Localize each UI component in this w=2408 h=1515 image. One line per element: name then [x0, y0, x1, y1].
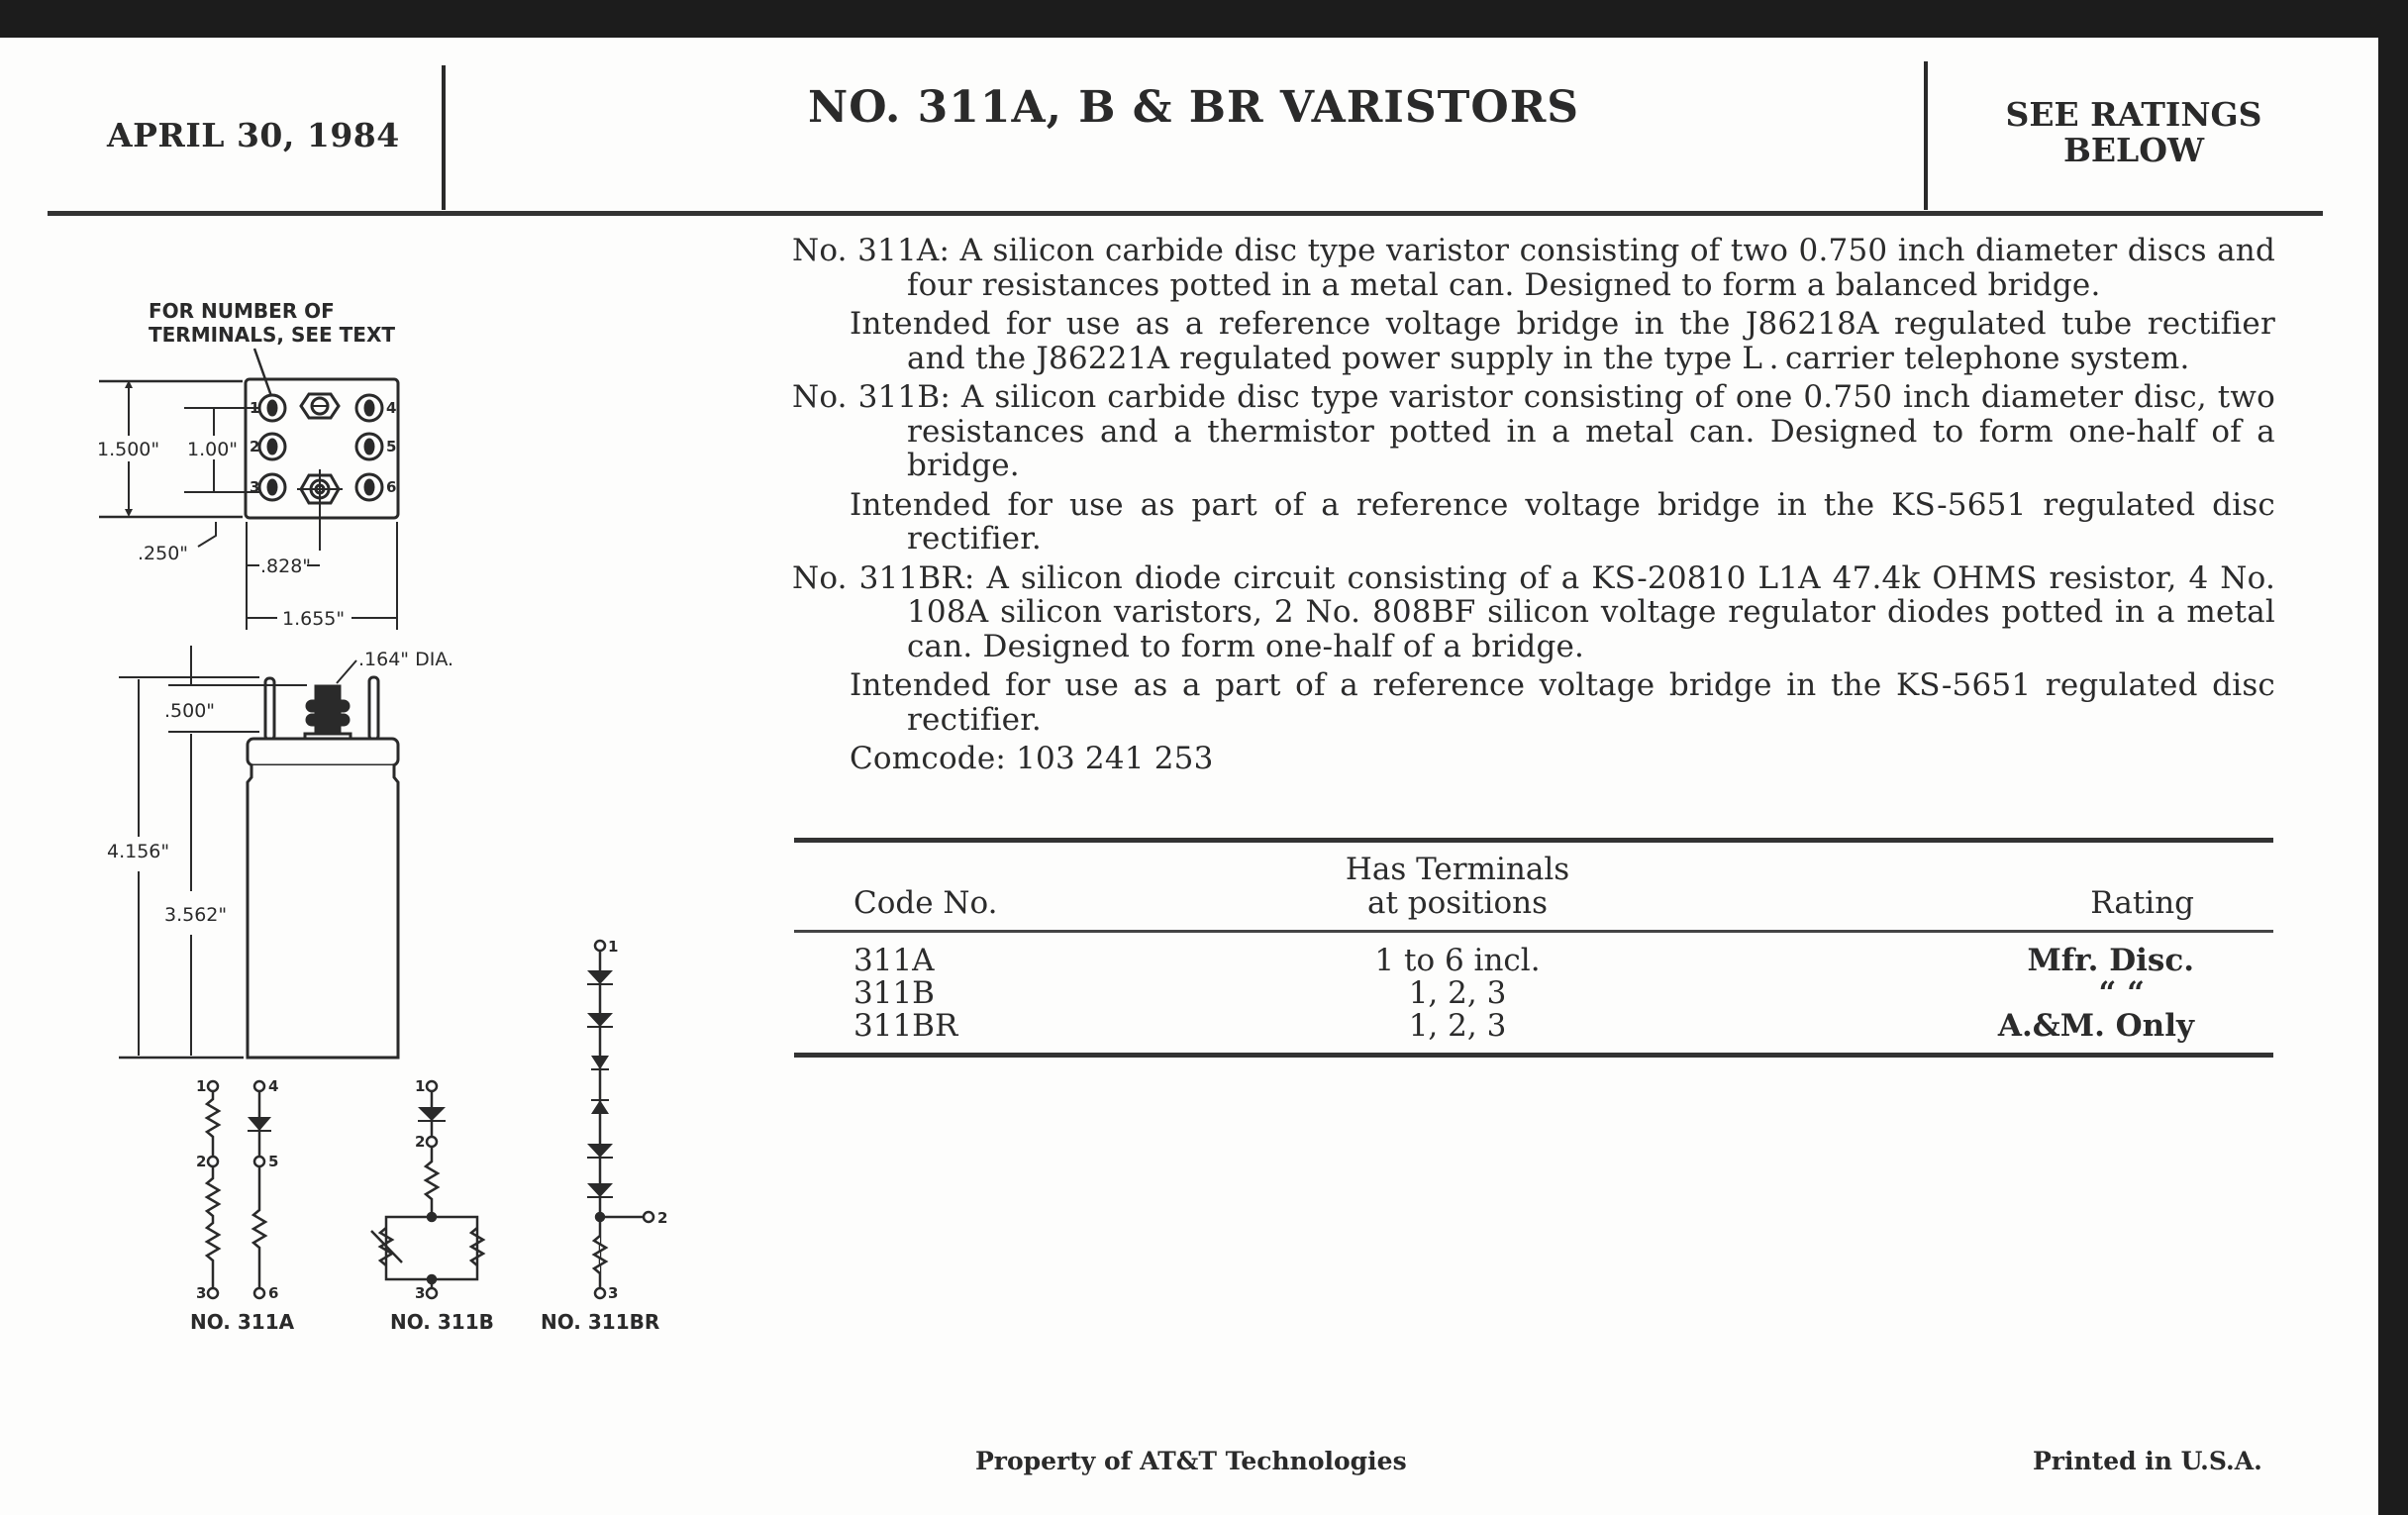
s311a-t3: 3 — [196, 1284, 207, 1302]
schematic-311a — [190, 1077, 295, 1334]
s311b-t1: 1 — [415, 1077, 426, 1095]
pin-left — [265, 678, 274, 740]
printed-notice: Printed in U.S.A. — [2033, 1447, 2262, 1475]
s311a-t5: 5 — [268, 1153, 279, 1170]
terminal-1 — [259, 395, 285, 421]
terminal-6 — [356, 474, 382, 500]
col-code: Code No. — [853, 885, 998, 921]
dim-terminal-spacing: 1.00" — [187, 439, 239, 460]
can-body — [248, 765, 398, 1058]
mounting-stud-top — [301, 394, 339, 418]
terminal-5 — [356, 434, 382, 459]
desc-311a: No. 311A: A silicon carbide disc type varistor consisting of two 0.750 inch diameter discs and four resistances potted in a metal can. Designed to form a balanced bridge. — [792, 233, 2275, 303]
cell-terminals: 1, 2, 3 — [1408, 975, 1507, 1011]
col-terminals-line1: Has Terminals — [1345, 852, 1570, 887]
table-header-row — [794, 841, 2273, 932]
s311br-t2: 2 — [657, 1209, 668, 1227]
dim-terminal-height: .500" — [164, 700, 216, 722]
col-rating: Rating — [2090, 885, 2194, 921]
dim-center-offset: .828" — [260, 556, 312, 577]
issue-date: APRIL 30, 1984 — [107, 116, 400, 154]
cell-terminals: 1 to 6 incl. — [1374, 943, 1541, 978]
side-view — [107, 646, 453, 1058]
s311br-t1: 1 — [608, 938, 619, 956]
mounting-stud-bottom — [297, 469, 343, 551]
terminal-label-3: 3 — [250, 478, 260, 496]
dim-stud-diameter: .164" DIA. — [358, 649, 454, 670]
col-terminals — [1210, 841, 1705, 932]
comcode: Comcode: 103 241 253 — [850, 741, 1214, 776]
schematic-label-311b: NO. 311B — [390, 1310, 494, 1334]
schematic-311b — [371, 1077, 494, 1334]
dim-overall-height-side: 4.156" — [107, 841, 170, 862]
use-311a: Intended for use as a reference voltage bridge in the J86218A regulated tube rectifier and the J86221A regulated power supply in the type L . carrier telephone system. — [850, 306, 2275, 376]
s311a-t2: 2 — [196, 1153, 207, 1170]
terminal-3 — [259, 474, 285, 500]
table-row — [794, 1010, 2273, 1056]
terminal-note-leader — [254, 349, 271, 396]
cell-rating: Mfr. Disc. — [2027, 943, 2194, 978]
pin-right — [369, 677, 378, 740]
terminal-label-6: 6 — [386, 478, 397, 496]
s311a-t4: 4 — [268, 1077, 279, 1095]
terminal-label-4: 4 — [386, 399, 397, 417]
table-row — [794, 932, 2273, 978]
table-row — [794, 977, 2273, 1010]
s311a-t1: 1 — [196, 1077, 207, 1095]
cell-code: 311A — [853, 943, 935, 978]
page-title: NO. 311A, B & BR VARISTORS — [808, 82, 1580, 133]
terminal-note-line2: TERMINALS, SEE TEXT — [149, 323, 396, 347]
use-311br: Intended for use as a part of a reference voltage bridge in the KS-5651 regulated disc rectifier. — [850, 667, 2275, 738]
schematic-311br — [541, 938, 667, 1334]
terminal-note-line1: FOR NUMBER OF — [149, 299, 335, 323]
cell-rating: “ “ — [2098, 975, 2145, 1011]
terminal-2 — [259, 434, 285, 459]
s311b-t3: 3 — [415, 1284, 426, 1302]
s311b-t2: 2 — [415, 1133, 426, 1151]
cell-code: 311BR — [853, 1008, 958, 1044]
dim-overall-height: 1.500" — [97, 439, 160, 460]
use-311b: Intended for use as part of a reference voltage bridge in the KS-5651 regulated disc rectifier. — [850, 486, 2275, 556]
can-cap — [248, 739, 398, 765]
schematic-label-311a: NO. 311A — [190, 1310, 295, 1334]
cell-rating: A.&M. Only — [1997, 1008, 2194, 1044]
s311a-t6: 6 — [268, 1284, 279, 1302]
terminal-label-2: 2 — [250, 438, 260, 455]
description-section — [792, 234, 2275, 776]
property-notice: Property of AT&T Technologies — [975, 1447, 1407, 1475]
terminal-4 — [356, 395, 382, 421]
rating-note-line2: BELOW — [2062, 131, 2205, 169]
terminal-label-5: 5 — [386, 438, 397, 455]
dim-overall-width: 1.655" — [282, 608, 346, 630]
cell-code: 311B — [853, 975, 935, 1011]
ratings-table — [794, 838, 2273, 1058]
desc-311br: No. 311BR: A silicon diode circuit consisting of a KS-20810 L1A 47.4k OHMS resistor, 4 No. 108A silicon varistors, 2 No. 808BF silicon voltage regulator diodes potted in a metal can. Designed to form one-half of a bridge. — [792, 559, 2275, 664]
top-view — [97, 299, 398, 630]
dim-can-height: 3.562" — [164, 904, 228, 926]
mounting-stud-side — [305, 686, 351, 742]
desc-311b: No. 311B: A silicon carbide disc type varistor consisting of one 0.750 inch diameter disc, two resistances and a thermistor potted in a metal can. Designed to form one-half of a bridge. — [792, 379, 2275, 483]
col-terminals-line2: at positions — [1366, 885, 1549, 921]
terminal-label-1: 1 — [250, 399, 260, 417]
rating-note-line1: SEE RATINGS — [2005, 95, 2262, 134]
schematic-label-311br: NO. 311BR — [541, 1310, 660, 1334]
dim-edge-offset: .250" — [138, 543, 189, 564]
s311br-t3: 3 — [608, 1284, 619, 1302]
cell-terminals: 1, 2, 3 — [1408, 1008, 1507, 1044]
